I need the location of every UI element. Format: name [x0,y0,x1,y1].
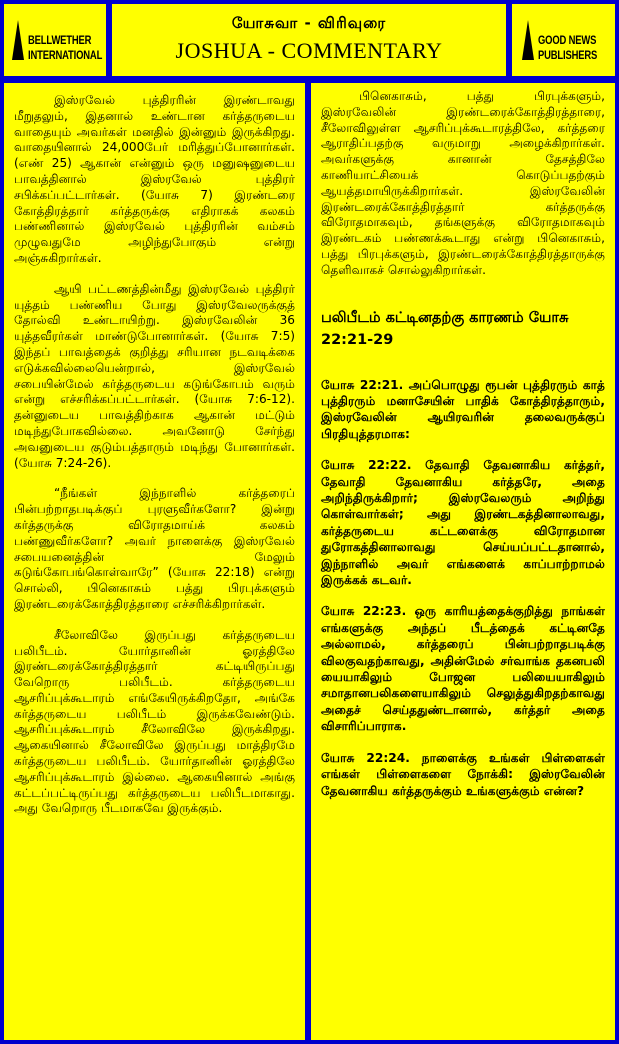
verse-22-23: யோசு 22:23. ஒரு காரியத்தைக்குறித்து நாங்கள் எங்களுக்கு அந்தப் பீடத்தைக் கட்டினதே அல்லாமல், கர்த்தரைப் பின்பற்றாதபடிக்கு விலகுவதற்காவது, அதின்மேல் சர்வாங்க தகனபலி யையாகிலும் போஜன பலியையாகிலும் சமாதானபலிகளையாகிலும் செலுத்துகிறதற்காவது அதைச் செய்ததுண்டானால், கர்த்தர் அதை விசாரிப்பாராக. [321,604,605,734]
header-left-logo-panel [4,4,106,76]
tower-icon [12,20,24,60]
title-tamil: யோசுவா - விரிவுரை [231,14,387,32]
left-column [4,83,305,1040]
verse-22-21: யோசு 22:21. அப்பொழுது ரூபன் புத்திரரும் காத் புத்திரரும் மனாசேயின் பாதிக் கோத்திரத்தாரும், இஸ்ரவேலின் ஆயிரவரின் தலைவருக்குப் பிரதியுத்தரமாக: [321,377,605,441]
section-heading: பலிபீடம் கட்டினதற்கு காரணம் யோசு 22:21-29 [321,309,569,348]
right-column [311,83,615,1040]
right-logo-line1: GOOD NEWS [538,35,597,47]
bellwether-logo [10,16,102,66]
header-right-logo-panel [512,4,615,76]
left-logo-line1: BELLWETHER [28,35,92,47]
right-logo-line2: PUBLISHERS [538,50,598,62]
verse-22-22: யோசு 22:22. தேவாதி தேவனாகிய கர்த்தர், தேவாதி தேவனாகிய கர்த்தரே, அதை அறிந்திருக்கிறார்; இஸ்ரவேலரும் அறிந்து கொள்வார்கள்; அது இரண்டகத்தினாலாவது, கர்த்தருடைய கட்டளைக்கு விரோதமான துரோகத்தினாலாவது செய்யப்பட்டதானால், இந்நாளில் அவர் எங்களைக் காப்பாற்றாமல் இருக்கக் கடவர். [321,458,605,588]
left-paragraph-2: ஆயி பட்டணத்தின்மீது இஸ்ரவேல் புத்திரர் யுத்தம் பண்ணிய போது இஸ்ரவேலருக்குத் தோல்வி உண்டாயிற்று. இஸ்ரவேலின் 36 யுத்தவீரர்கள் மாண்டுபோனார்கள். (யோசு 7:5) இந்தப் பாவத்தைக் குறித்து சரியான நடவடிக்கை எடுக்கவில்லையென்றால், இஸ்ரவேல் சபையின்மேல் கர்த்தருடைய கடுங்கோபம் வரும் என்று எச்சரிக்கப்பட்டார்கள். (யோசு 7:6-12). தன்னுடைய பாவத்திற்காக ஆகான் மட்டும் மடிந்துபோகவில்லை. அவனோடு சேர்ந்து அவனுடைய குடும்பத்தாரும் மடிந்து போனார்கள். (யோசு 7:24-26). [14,281,295,470]
left-paragraph-1: இஸ்ரவேல் புத்திரரின் இரண்டாவது மீறுதலும், இதனால் உண்டான கர்த்தருடைய வாதையும் அவர்கள் மனதில் இன்னும் இருக்கிறது. வாதையினால் 24,000பேர் மரித்துப்போனார்கள். (எண் 25) ஆகான் என்னும் ஒரு மனுஷனுடைய பாவத்தினால் இஸ்ரவேல் புத்திரர் சபிக்கப்பட்டார்கள். (யோசு 7) இரண்டரை கோத்திரத்தார் கர்த்தருக்கு எதிராகக் கலகம் பண்ணினால் இஸ்ரவேல் புத்திரரின் வம்சம் முழுவதுமே அழிந்துபோகும் என்று அஞ்சுகிறார்கள். [14,93,295,265]
good-news-logo [518,16,610,66]
verse-22-24: யோசு 22:24. நாளைக்கு உங்கள் பிள்ளைகள் எங்கள் பிள்ளைகளை நோக்கி: இஸ்ரவேலின் தேவனாகிய கர்த்தருக்கும் உங்களுக்கும் என்ன? [321,750,605,798]
left-paragraph-3: “நீங்கள் இந்நாளில் கர்த்தரைப் பின்பற்றாதபடிக்குப் புரளுவீர்களோ? இன்று கர்த்தருக்கு விரோதமாய்க் கலகம் பண்ணுவீர்களோ? அவர் நாளைக்கு இஸ்ரவேல் சபையனைத்தின் மேலும் கடுங்கோபங்கொள்வாரே” (யோசு 22:18) என்று சொல்லி, பினெகாசும் பத்து பிரபுக்களும் இரண்டரைக்கோத்திரத்தாரை எச்சரிக்கிறார்கள். [14,486,295,611]
left-logo-line2: INTERNATIONAL [28,50,103,62]
left-paragraph-4: சீலோவிலே இருப்பது கர்த்தருடைய பலிபீடம். யோர்தானின் ஓரத்திலே இரண்டரைக்கோத்திரத்தார் கட்டியிருப்பது வேறொரு பலிபீடம். கர்த்தருடைய ஆசரிப்புக்கூடாரம் எங்கேயிருக்கிறதோ, அங்கே கர்த்தருடைய பலிபீடம் இருக்கவேண்டும். ஆசரிப்புக்கூடாரம் சீலோவிலே இருக்கிறது. ஆகையினால் சீலோவிலே இருப்பது மாத்திரமே கர்த்தருடைய பலிபீடம். யோர்தானின் ஓரத்திலே ஆசரிப்புக்கூடாரம் இல்லை. ஆகையினால் அங்கு கட்டப்பட்டிருப்பது கர்த்தருடைய பலிபீடமாகாது. அது வேறொரு பீடமாகவே இருக்கும். [14,627,295,816]
tower-icon [522,20,534,60]
title-english: JOSHUA - COMMENTARY [175,38,443,63]
header-title-panel [112,4,506,76]
right-intro-paragraph: பினெகாசும், பத்து பிரபுக்களும், இஸ்ரவேலின் இரண்டரைக்கோத்திரத்தாரை, சீலோவிலுள்ள ஆசரிப்புக்கூடாரத்திலே, கர்த்தரை ஆராதிப்பதற்கு வருமாறு அழைக்கிறார்கள். அவர்களுக்கு கானான் தேசத்திலே காணியாட்சியைக் கொடுப்பதற்கும் ஆயத்தமாயிருக்கிறார்கள். இஸ்ரவேலின் இரண்டரைக்கோத்திரத்தார் கர்த்தருக்கு விரோதமாகவும், தங்களுக்கு விரோதமாகவும் இரண்டகம் பண்ணக்கூடாது என்று பினெகாசும், பத்து பிரபுக்களும், இரண்டரைக்கோத்திரத்தாருக்கு தெளிவாகச் சொல்லுகிறார்கள். [321,89,605,277]
